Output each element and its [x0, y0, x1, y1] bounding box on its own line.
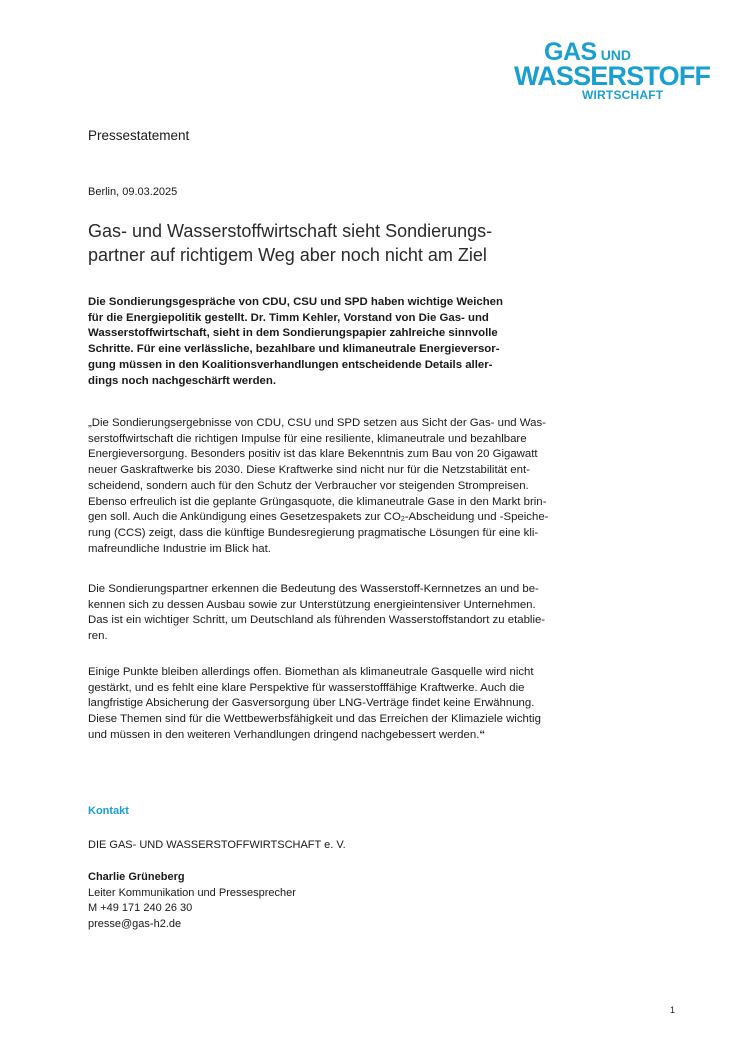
lead-line: Schritte. Für eine verlässliche, bezahlbare und klimaneutrale Energieversor- [88, 343, 500, 356]
logo-text-wirtschaft: WIRTSCHAFT [582, 88, 664, 102]
body-line: Die Sondierungspartner erkennen die Bedeutung des Wasserstoff-Kernnetzes an und be- [88, 583, 539, 595]
body-paragraph-1 [88, 416, 608, 557]
logo [514, 38, 711, 102]
body-line: Ebenso erfreulich ist die geplante Grüngasquote, die klimaneutrale Gase in den Markt brin- [88, 495, 547, 508]
logo-text-und: UND [600, 47, 632, 63]
lead-line: Wasserstoffwirtschaft, sieht in dem Sondierungspapier zahlreiche sinnvolle [88, 327, 498, 340]
lead-line: gung müssen in den Koalitionsverhandlungen entscheidende Details aller- [88, 358, 493, 371]
dateline: Berlin, 09.03.2025 [88, 186, 178, 198]
contact-heading: Kontakt [88, 805, 129, 817]
body-line: scheidend, sondern auch für den Schutz der Verbraucher vor steigenden Strompreisen. [88, 479, 529, 492]
body-line: serstoffwirtschaft die richtigen Impulse für eine resiliente, klimaneutrale und bezahlbare [88, 432, 527, 445]
body-paragraph-3 [88, 665, 608, 744]
lead-line: Die Sondierungsgespräche von CDU, CSU und SPD haben wichtige Weichen [88, 296, 503, 308]
contact-name: Charlie Grüneberg [88, 871, 185, 883]
contact-organization: DIE GAS- UND WASSERSTOFFWIRTSCHAFT e. V. [88, 839, 346, 851]
co2-subscript: 2 [400, 516, 405, 524]
body-line: Diese Themen sind für die Wettbewerbsfähigkeit und das Erreichen der Klimaziele wichtig [88, 713, 541, 726]
contact-role: Leiter Kommunikation und Pressesprecher [88, 886, 296, 899]
body-line: gen soll. Auch die Ankündigung eines Gesetzespakets zur $CO_2$-Abscheidung und -Speiche- [88, 511, 549, 524]
body-line: neuer Gaskraftwerke bis 2030. Diese Kraftwerke sind nicht nur für die Netzstabilität ent- [88, 464, 530, 477]
body-line: mafreundliche Industrie im Blick hat. [88, 542, 271, 555]
lead-paragraph [88, 295, 608, 389]
body-line: gestärkt, und es fehlt eine klare Perspektive für wasserstofffähige Kraftwerke. Auch die [88, 681, 525, 694]
lead-line: dings noch nachgeschärft werden. [88, 374, 276, 387]
logo-text-wasserstoff: WASSERSTOFF [514, 61, 711, 91]
page-number: 1 [670, 1005, 676, 1015]
contact-block [88, 870, 296, 932]
body-line: langfristige Absicherung der Gasversorgung über LNG-Verträge findet keine Erwähnung. [88, 697, 535, 710]
body-line: Einige Punkte bleiben allerdings offen. Biomethan als klimaneutrale Gasquelle wird nicht [88, 666, 534, 678]
contact-email[interactable]: presse@gas-h2.de [88, 917, 182, 930]
closing-quote: “ [479, 728, 486, 741]
body-line: Energieversorgung. Besonders positiv ist das klare Bekenntnis zum Bau von 20 Gigawatt [88, 448, 538, 461]
body-line: und müssen in den weiteren Verhandlungen dringend nachgebessert werden.“ [88, 728, 486, 741]
contact-phone: M +49 171 240 26 30 [88, 902, 193, 914]
headline [88, 219, 608, 267]
body-line: Das ist ein wichtiger Schritt, um Deutschland als führenden Wasserstoffstandort zu etablie- [88, 614, 546, 627]
body-line: kennen sich zu dessen Ausbau sowie zur Unterstützung energieintensiver Unternehmen. [88, 598, 536, 611]
body-line: ren. [88, 630, 108, 643]
headline-line: partner auf richtigem Weg aber noch nicht am Ziel [88, 245, 487, 265]
logo-text-gas: GAS [544, 38, 597, 66]
headline-line: Gas- und Wasserstoffwirtschaft sieht Sondierungs- [88, 221, 493, 241]
body-line: rung (CCS) zeigt, dass die künftige Bundesregierung pragmatische Lösungen für eine kli- [88, 526, 539, 539]
body-line: „Die Sondierungsergebnisse von CDU, CSU und SPD setzen aus Sicht der Gas- und Was- [88, 417, 546, 429]
document-type: Pressestatement [88, 128, 190, 143]
lead-line: für die Energiepolitik gestellt. Dr. Timm Kehler, Vorstand von Die Gas- und [88, 311, 489, 324]
body-paragraph-2 [88, 582, 608, 645]
